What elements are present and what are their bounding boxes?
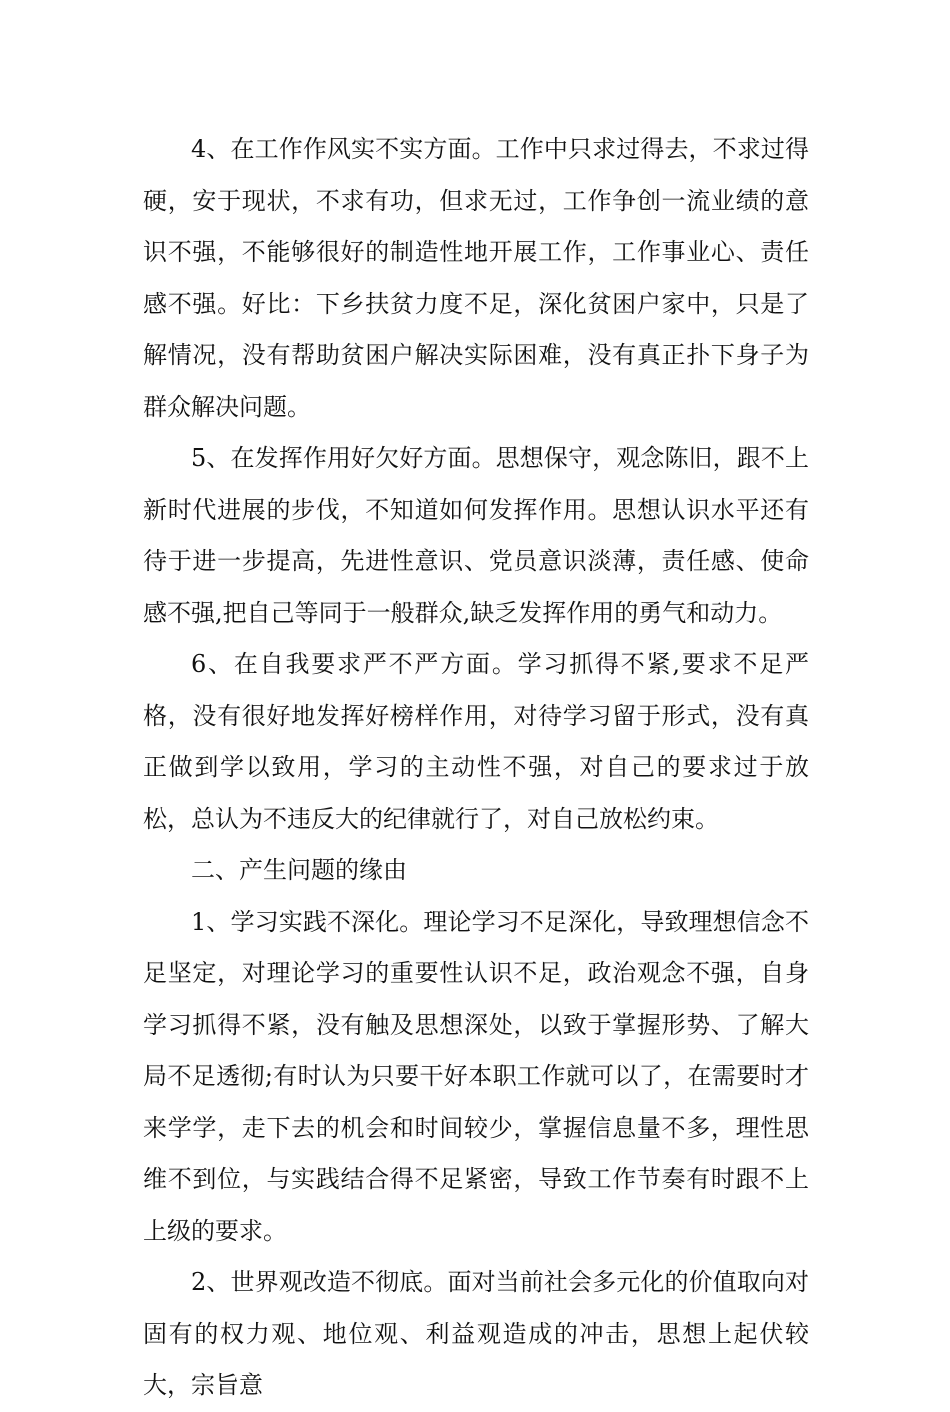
paragraph-study-practice: 1、学习实践不深化。理论学习不足深化，导致理想信念不足坚定，对理论学习的重要性认识不足，政治观念不强，自身学习抓得不紧，没有触及思想深处，以致于掌握形势、了解大局不足透彻;有时认为只要干好本职工作就可以了，在需要时才来学学，走下去的机会和时间较少，掌握信息量不多，理性思维不到位，与实践结合得不足紧密，导致工作节奏有时跟不上上级的要求。 <box>143 907 809 1245</box>
section-heading-causes: 二、产生问题的缘由 <box>191 856 407 884</box>
document-body <box>143 124 809 1412</box>
paragraph-work-style: 4、在工作作风实不实方面。工作中只求过得去，不求过得硬，安于现状，不求有功，但求无过，工作争创一流业绩的意识不强，不能够很好的制造性地开展工作，工作事业心、责任感不强。好比：下乡扶贫力度不足，深化贫困户家中，只是了解情况，没有帮助贫困户解决实际困难，没有真正扑下身子为群众解决问题。 <box>143 135 809 421</box>
paragraph-worldview: 2、世界观改造不彻底。面对当前社会多元化的价值取向对固有的权力观、地位观、利益观造成的冲击，思想上起伏较大，宗旨意 <box>143 1268 809 1399</box>
paragraph-self-requirement: 6、在自我要求严不严方面。学习抓得不紧,要求不足严格，没有很好地发挥好榜样作用，对待学习留于形式，没有真正做到学以致用，学习的主动性不强，对自己的要求过于放松，总认为不违反大的纪律就行了，对自己放松约束。 <box>143 650 809 833</box>
paragraph-play-role: 5、在发挥作用好欠好方面。思想保守，观念陈旧，跟不上新时代进展的步伐，不知道如何发挥作用。思想认识水平还有待于进一步提高，先进性意识、党员意识淡薄，责任感、使命感不强,把自己等同于一般群众,缺乏发挥作用的勇气和动力。 <box>143 444 809 627</box>
